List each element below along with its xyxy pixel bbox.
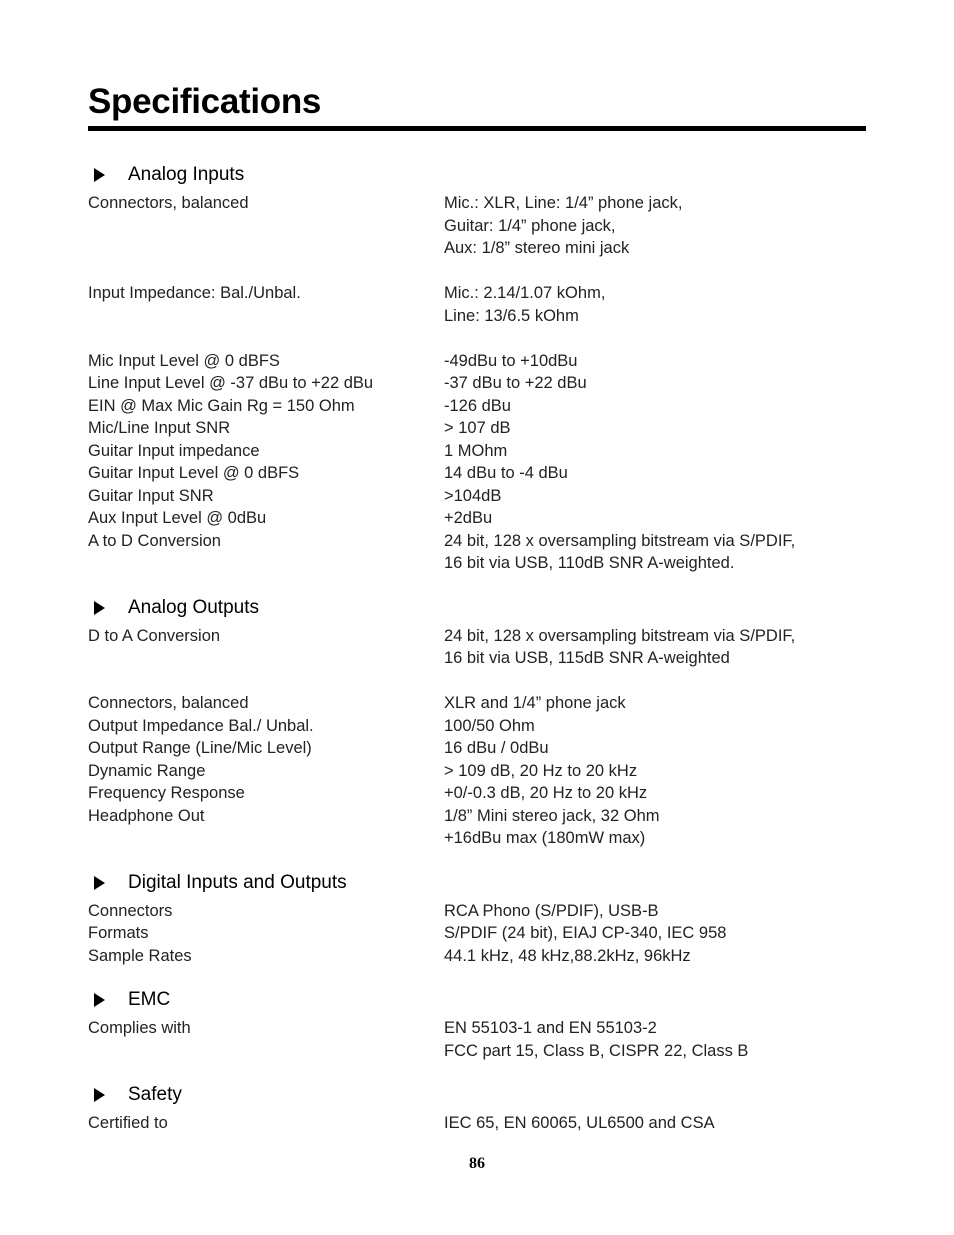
section-heading bbox=[88, 985, 866, 1015]
spec-label: Formats bbox=[88, 924, 149, 942]
spec-section bbox=[88, 868, 866, 968]
spec-value-line: Mic.: XLR, Line: 1/4” phone jack, bbox=[444, 194, 683, 212]
spec-row bbox=[88, 440, 866, 463]
spec-label: Connectors, balanced bbox=[88, 694, 249, 712]
spec-label: Mic/Line Input SNR bbox=[88, 419, 231, 437]
spec-value bbox=[444, 625, 866, 670]
spec-row bbox=[88, 462, 866, 485]
spec-label: Guitar Input impedance bbox=[88, 441, 260, 460]
spec-label: Certified to bbox=[88, 1114, 168, 1132]
specifications-content bbox=[88, 160, 866, 1135]
spec-table bbox=[88, 1017, 866, 1062]
spec-value-line: S/PDIF (24 bit), EIAJ CP-340, IEC 958 bbox=[444, 924, 727, 942]
spec-value bbox=[444, 692, 866, 715]
spec-label: Dynamic Range bbox=[88, 761, 206, 780]
spec-value bbox=[444, 485, 866, 508]
triangle-bullet-icon bbox=[94, 1088, 105, 1102]
spec-label: Frequency Response bbox=[88, 784, 245, 802]
spec-value-line: >104dB bbox=[444, 486, 502, 505]
spec-value-line: 44.1 kHz, 48 kHz,88.2kHz, 96kHz bbox=[444, 946, 691, 965]
spec-value bbox=[444, 372, 866, 395]
section-heading-text: Safety bbox=[128, 1084, 182, 1105]
spec-value-line: +16dBu max (180mW max) bbox=[444, 829, 646, 847]
spec-value bbox=[444, 417, 866, 440]
spec-label: Aux Input Level @ 0dBu bbox=[88, 509, 267, 527]
spec-value-line: 24 bit, 128 x oversampling bitstream via S/PDIF, bbox=[444, 626, 796, 645]
spec-value-line: 1/8” Mini stereo jack, 32 Ohm bbox=[444, 806, 660, 825]
spec-value bbox=[444, 440, 866, 463]
spec-label: Output Impedance Bal./ Unbal. bbox=[88, 716, 314, 735]
spec-value bbox=[444, 395, 866, 418]
spec-value bbox=[444, 805, 866, 850]
spec-value-line: -49dBu to +10dBu bbox=[444, 351, 578, 370]
spec-value-line: -37 dBu to +22 dBu bbox=[444, 374, 587, 392]
spec-section bbox=[88, 160, 866, 575]
spec-value bbox=[444, 782, 866, 805]
spec-value bbox=[444, 350, 866, 373]
spec-value-line: 14 dBu to -4 dBu bbox=[444, 464, 568, 482]
spec-row bbox=[88, 372, 866, 395]
spec-value-line: RCA Phono (S/PDIF), USB-B bbox=[444, 901, 659, 920]
spec-row bbox=[88, 1017, 866, 1062]
spec-section bbox=[88, 985, 866, 1062]
spec-row bbox=[88, 900, 866, 923]
spec-row bbox=[88, 507, 866, 530]
spec-value bbox=[444, 462, 866, 485]
section-gap bbox=[88, 967, 866, 985]
page-title: Specifications bbox=[88, 82, 322, 121]
spec-row bbox=[88, 760, 866, 783]
spec-row bbox=[88, 282, 866, 327]
spec-value-line: Guitar: 1/4” phone jack, bbox=[444, 216, 616, 235]
spec-table bbox=[88, 625, 866, 850]
triangle-bullet-icon bbox=[94, 876, 105, 890]
spec-value-line: 16 dBu / 0dBu bbox=[444, 739, 549, 757]
spec-value-line: Line: 13/6.5 kOhm bbox=[444, 306, 579, 325]
spec-value-line: EN 55103-1 and EN 55103-2 bbox=[444, 1019, 657, 1037]
spec-value bbox=[444, 737, 866, 760]
spec-row bbox=[88, 530, 866, 575]
spec-label: Guitar Input SNR bbox=[88, 486, 214, 505]
section-heading bbox=[88, 1080, 866, 1110]
spec-value-line: > 109 dB, 20 Hz to 20 kHz bbox=[444, 761, 638, 780]
section-heading bbox=[88, 160, 866, 190]
spec-value-line: Aux: 1/8” stereo mini jack bbox=[444, 239, 630, 257]
section-heading-text: Analog Outputs bbox=[128, 596, 259, 618]
spec-value-line: Mic.: 2.14/1.07 kOhm, bbox=[444, 284, 606, 302]
spec-table bbox=[88, 900, 866, 968]
spec-value bbox=[444, 507, 866, 530]
spec-row bbox=[88, 922, 866, 945]
section-heading-text: EMC bbox=[128, 989, 171, 1010]
section-heading-text: Analog Inputs bbox=[128, 164, 245, 185]
spec-row bbox=[88, 625, 866, 670]
spec-label: Connectors, balanced bbox=[88, 194, 249, 212]
spec-row bbox=[88, 715, 866, 738]
spec-value bbox=[444, 530, 866, 575]
spec-value-line: -126 dBu bbox=[444, 396, 511, 415]
triangle-bullet-icon bbox=[94, 601, 105, 615]
spec-value bbox=[444, 282, 866, 327]
section-gap bbox=[88, 850, 866, 868]
spec-value bbox=[444, 760, 866, 783]
section-heading bbox=[88, 868, 866, 898]
spec-row bbox=[88, 782, 866, 805]
spec-row bbox=[88, 417, 866, 440]
spec-value-line: 16 bit via USB, 110dB SNR A-weighted. bbox=[444, 554, 735, 572]
spec-label: Guitar Input Level @ 0 dBFS bbox=[88, 464, 300, 482]
section-gap bbox=[88, 575, 866, 593]
spec-row bbox=[88, 395, 866, 418]
title-rule bbox=[88, 126, 866, 131]
spec-row bbox=[88, 805, 866, 850]
spec-label: Connectors bbox=[88, 901, 173, 920]
blank-line bbox=[88, 327, 866, 350]
spec-label: Complies with bbox=[88, 1019, 191, 1037]
spec-label: D to A Conversion bbox=[88, 626, 221, 645]
spec-label: Sample Rates bbox=[88, 946, 192, 965]
spec-value bbox=[444, 900, 866, 923]
spec-table bbox=[88, 1112, 866, 1135]
spec-row bbox=[88, 692, 866, 715]
spec-table bbox=[88, 192, 866, 575]
section-heading bbox=[88, 593, 866, 623]
blank-line bbox=[88, 260, 866, 283]
spec-label: Output Range (Line/Mic Level) bbox=[88, 739, 312, 757]
spec-value-line: IEC 65, EN 60065, UL6500 and CSA bbox=[444, 1114, 715, 1132]
spec-value-line: FCC part 15, Class B, CISPR 22, Class B bbox=[444, 1041, 749, 1060]
spec-value-line: +2dBu bbox=[444, 509, 493, 527]
spec-value bbox=[444, 192, 866, 260]
spec-value bbox=[444, 1112, 866, 1135]
page-number: 86 bbox=[469, 1155, 485, 1172]
spec-label: Input Impedance: Bal./Unbal. bbox=[88, 284, 301, 302]
spec-label: Line Input Level @ -37 dBu to +22 dBu bbox=[88, 374, 374, 392]
spec-value-line: 16 bit via USB, 115dB SNR A-weighted bbox=[444, 649, 730, 667]
spec-row bbox=[88, 1112, 866, 1135]
triangle-bullet-icon bbox=[94, 993, 105, 1007]
spec-value bbox=[444, 945, 866, 968]
spec-value-line: +0/-0.3 dB, 20 Hz to 20 kHz bbox=[444, 784, 648, 802]
triangle-bullet-icon bbox=[94, 168, 105, 182]
spec-value bbox=[444, 922, 866, 945]
spec-label: Headphone Out bbox=[88, 806, 205, 825]
spec-value bbox=[444, 1017, 866, 1062]
spec-row bbox=[88, 485, 866, 508]
spec-value bbox=[444, 715, 866, 738]
spec-value-line: 1 MOhm bbox=[444, 441, 508, 460]
spec-value-line: > 107 dB bbox=[444, 419, 511, 437]
section-gap bbox=[88, 1062, 866, 1080]
spec-row bbox=[88, 737, 866, 760]
spec-value-line: 100/50 Ohm bbox=[444, 716, 535, 735]
spec-row bbox=[88, 945, 866, 968]
spec-label: EIN @ Max Mic Gain Rg = 150 Ohm bbox=[88, 396, 355, 415]
spec-value-line: 24 bit, 128 x oversampling bitstream via S/PDIF, bbox=[444, 531, 796, 550]
spec-row bbox=[88, 350, 866, 373]
spec-value-line: XLR and 1/4” phone jack bbox=[444, 694, 626, 712]
blank-line bbox=[88, 670, 866, 693]
spec-section bbox=[88, 1080, 866, 1135]
spec-section bbox=[88, 593, 866, 850]
section-heading-text: Digital Inputs and Outputs bbox=[128, 871, 347, 893]
spec-row bbox=[88, 192, 866, 260]
spec-label: A to D Conversion bbox=[88, 531, 221, 550]
spec-label: Mic Input Level @ 0 dBFS bbox=[88, 351, 280, 370]
